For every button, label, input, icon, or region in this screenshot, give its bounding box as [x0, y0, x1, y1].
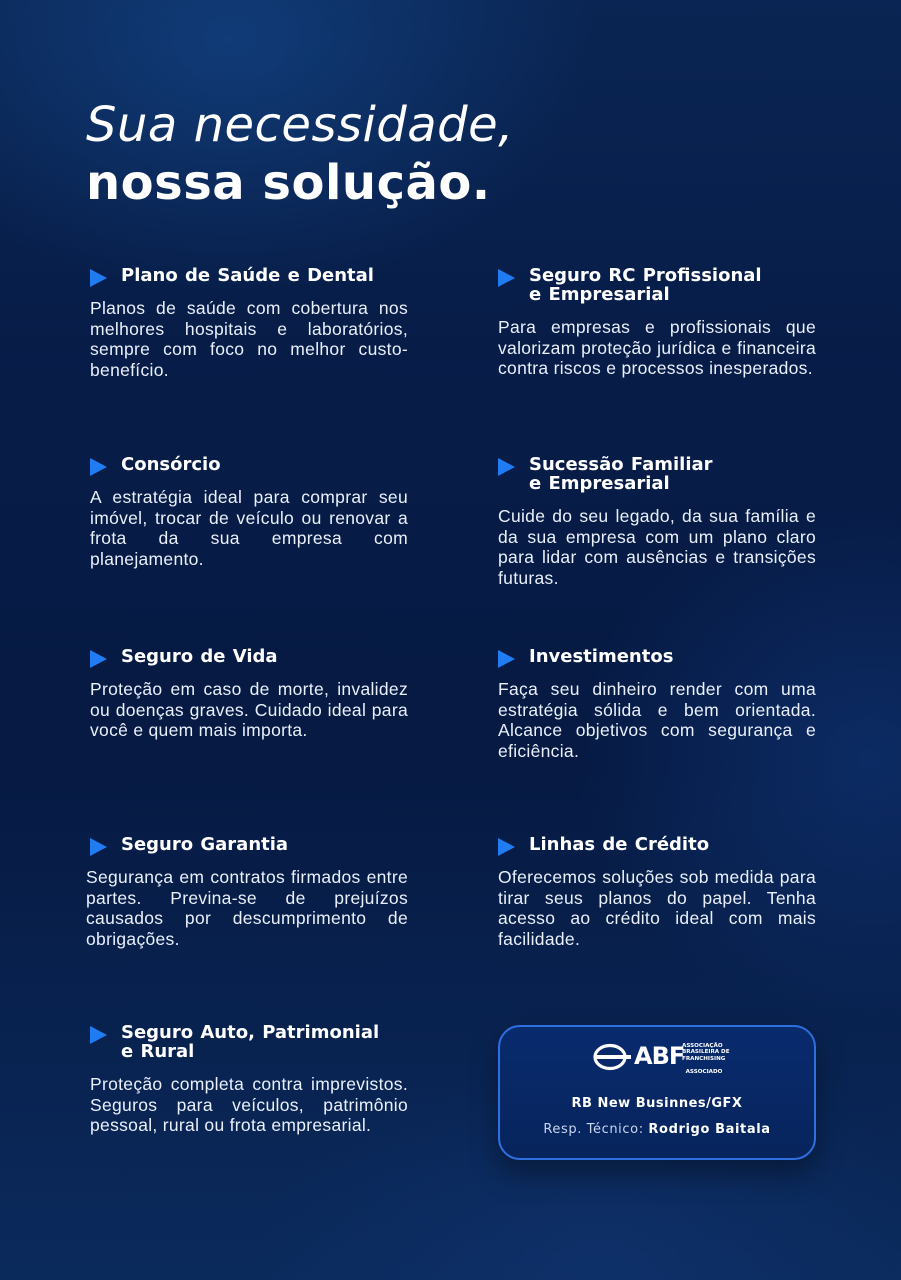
play-arrow-icon	[498, 650, 515, 668]
service-header	[90, 266, 408, 285]
service-header	[90, 455, 408, 474]
service-plano-saude	[90, 266, 408, 381]
service-investimentos	[498, 647, 816, 762]
service-title	[529, 835, 816, 854]
service-header	[90, 647, 408, 666]
service-seguro-auto	[90, 1023, 408, 1136]
service-title	[529, 455, 816, 493]
service-description: Faça seu dinheiro render com uma estratégia sólida e bem orientada. Alcance objetivos com segurança e eficiência.	[498, 679, 816, 762]
service-title-line: Seguro de Vida	[121, 646, 278, 667]
service-header	[498, 266, 816, 304]
service-title-line: Seguro Auto, Patrimonial	[121, 1022, 380, 1043]
service-header	[498, 647, 816, 666]
service-linhas-credito	[498, 835, 816, 950]
service-title-line: Investimentos	[529, 646, 674, 667]
service-header	[498, 835, 816, 854]
service-description: Proteção em caso de morte, invalidez ou doenças graves. Cuidado ideal para você e quem mais importa.	[90, 679, 408, 741]
service-title	[529, 647, 816, 666]
abf-logo-subtitle-line: ASSOCIAÇÃO	[682, 1043, 723, 1049]
page-headline	[86, 96, 514, 212]
service-title-line: e Empresarial	[529, 473, 670, 494]
responsible-name: Rodrigo Baitala	[648, 1122, 771, 1137]
service-description: Para empresas e profissionais que valorizam proteção jurídica e financeira contra riscos e processos inesperados.	[498, 317, 816, 379]
service-title	[121, 455, 408, 474]
play-arrow-icon	[498, 838, 515, 856]
service-title-line: e Empresarial	[529, 284, 670, 305]
play-arrow-icon	[90, 458, 107, 476]
abf-logo-text: ABF	[634, 1042, 685, 1070]
service-title	[121, 1023, 408, 1061]
abf-logo-subtitle-line: FRANCHISING	[682, 1055, 726, 1062]
play-arrow-icon	[498, 458, 515, 476]
play-arrow-icon	[90, 269, 107, 287]
service-title-line: Seguro Garantia	[121, 834, 289, 855]
service-title-line: Consórcio	[121, 454, 221, 475]
headline-bold: nossa solução.	[86, 155, 491, 211]
service-header	[90, 835, 408, 854]
service-seguro-garantia	[86, 834, 408, 950]
service-title-line: Sucessão Familiar	[529, 454, 713, 475]
play-arrow-icon	[498, 269, 515, 287]
service-description: Cuide do seu legado, da sua família e da sua empresa com um plano claro para lidar com ausências e transições futuras.	[498, 506, 816, 589]
service-description: Segurança em contratos firmados entre partes. Previna-se de prejuízos causados por descumprimento de obrigações.	[86, 867, 408, 950]
service-description: Proteção completa contra imprevistos. Seguros para veículos, patrimônio pessoal, rural ou frota empresarial.	[90, 1074, 408, 1136]
service-title	[121, 647, 408, 666]
service-seguro-rc	[498, 266, 816, 379]
service-title	[529, 266, 816, 304]
abf-association-card	[498, 1025, 816, 1160]
abf-logo-subtitle	[682, 1043, 742, 1062]
headline-light: Sua necessidade,	[86, 97, 514, 153]
service-title-line: Seguro RC Profissional	[529, 265, 762, 286]
company-name: RB New Businnes/GFX	[571, 1096, 743, 1111]
service-description: A estratégia ideal para comprar seu imóvel, trocar de veículo ou renovar a frota da sua empresa com planejamento.	[90, 487, 408, 570]
service-consorcio	[90, 455, 408, 570]
service-header	[498, 455, 816, 493]
service-title	[121, 266, 408, 285]
abf-logo-badge: ASSOCIADO	[685, 1069, 723, 1075]
abf-logo	[592, 1039, 732, 1079]
service-description: Planos de saúde com cobertura nos melhores hospitais e laboratórios, sempre com foco no melhor custo-benefício.	[90, 298, 408, 381]
service-description: Oferecemos soluções sob medida para tirar seus planos do papel. Tenha acesso ao crédito ideal com mais facilidade.	[498, 867, 816, 950]
abf-logo-icon	[592, 1043, 632, 1071]
service-sucessao-familiar	[498, 455, 816, 589]
play-arrow-icon	[90, 650, 107, 668]
service-title	[121, 835, 408, 854]
service-header	[90, 1023, 408, 1061]
service-title-line: Linhas de Crédito	[529, 834, 710, 855]
responsible-line	[500, 1122, 814, 1138]
service-title-line: Plano de Saúde e Dental	[121, 265, 374, 286]
play-arrow-icon	[90, 838, 107, 856]
service-seguro-vida	[90, 647, 408, 741]
responsible-label: Resp. Técnico:	[543, 1122, 644, 1137]
abf-logo-subtitle-line: BRASILEIRA DE	[682, 1049, 730, 1056]
service-title-line: e Rural	[121, 1041, 195, 1062]
play-arrow-icon	[90, 1026, 107, 1044]
